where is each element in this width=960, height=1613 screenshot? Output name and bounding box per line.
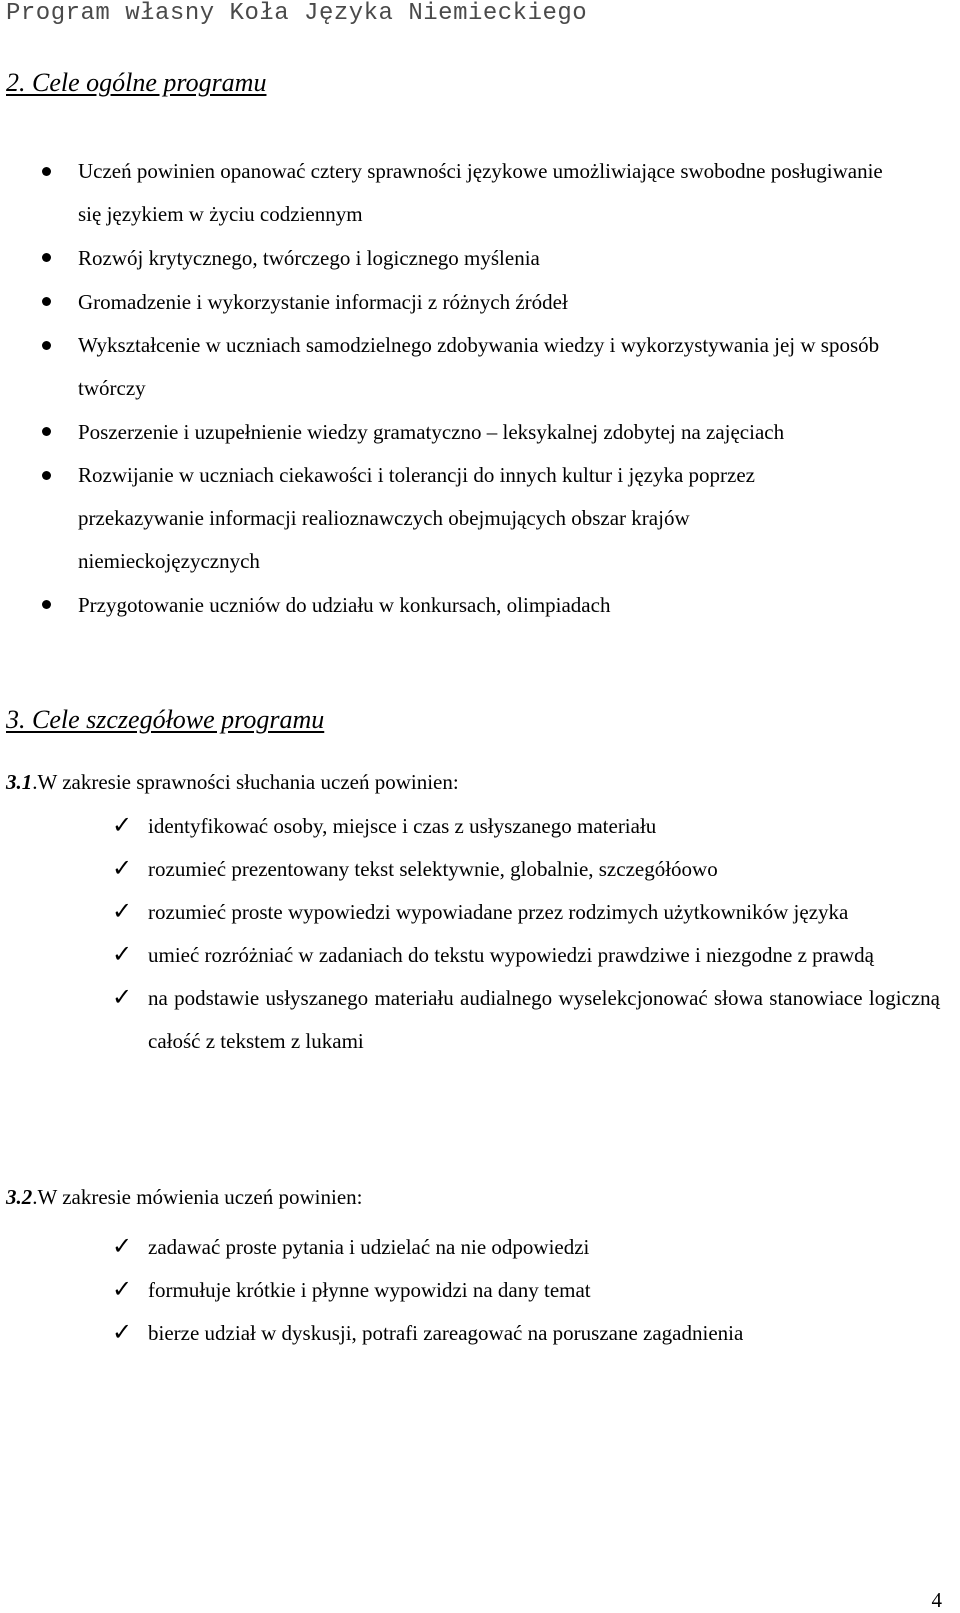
bullet-icon [42,167,51,176]
list-item: ✓ na podstawie usłyszanego materiału audialnego wyselekcjonować słowa stanowiace logiczną całość z tekstem z lukami [0,977,940,1063]
checkmark-icon: ✓ [112,854,133,882]
list-item: Rozwój krytycznego, twórczego i logicznego myślenia [0,236,960,280]
list-item: Poszerzenie i uzupełnienie wiedzy gramatyczno – leksykalnej zdobytej na zajęciach [0,410,960,454]
bullet-icon [42,297,51,306]
listening-subsection-title [6,770,459,795]
list-item: ✓ zadawać proste pytania i udzielać na nie odpowiedzi [0,1226,940,1269]
checkmark-icon: ✓ [112,897,133,925]
subsection-number: 3.1 [6,770,33,794]
list-item: Uczeń powinien opanować cztery sprawności językowe umożliwiające swobodne posługiwanie się językiem w życiu codziennym [0,150,898,236]
list-item: ✓ rozumieć prezentowany tekst selektywnie, globalnie, szczegółóowo [0,848,940,891]
list-item: ✓ formułuje krótkie i płynne wypowidzi na dany temat [0,1269,940,1312]
bullet-icon [42,471,51,480]
list-item: ✓ bierze udział w dyskusji, potrafi zareagować na poruszane zagadnienia [0,1312,940,1355]
checkmark-icon: ✓ [112,811,133,839]
page-number: 4 [931,1588,942,1612]
general-goals-list [0,150,960,627]
list-item: Gromadzenie i wykorzystanie informacji z różnych źródeł [0,280,960,324]
subsection-title: .W zakresie mówienia uczeń powinien: [32,1185,363,1209]
list-item: ✓ rozumieć proste wypowiedzi wypowiadane przez rodzimych użytkowników języka [0,891,940,934]
subsection-title: .W zakresie sprawności słuchania uczeń powinien: [32,770,459,794]
subsection-number: 3.2 [6,1185,33,1209]
listening-goals-list [0,805,940,1063]
section-3-heading: 3. Cele szczegółowe programu [6,705,325,734]
list-item: Wykształcenie w uczniach samodzielnego zdobywania wiedzy i wykorzystywania jej w sposób twórczy [0,324,908,410]
checkmark-icon: ✓ [112,1232,133,1260]
list-item: ✓ identyfikować osoby, miejsce i czas z usłyszanego materiału [0,805,940,848]
page-header-title: Program własny Koła Języka Niemieckiego [6,0,588,27]
speaking-subsection-title [6,1185,363,1210]
checkmark-icon: ✓ [112,983,133,1011]
bullet-icon [42,341,51,350]
speaking-goals-list [0,1226,940,1355]
section-2-heading: 2. Cele ogólne programu [6,68,267,97]
list-item: Przygotowanie uczniów do udziału w konkursach, olimpiadach [0,583,960,627]
checkmark-icon: ✓ [112,940,133,968]
bullet-icon [42,427,51,436]
checkmark-icon: ✓ [112,1318,133,1346]
bullet-icon [42,253,51,262]
list-item: Rozwijanie w uczniach ciekawości i tolerancji do innych kultur i języka poprzez przekazywanie informacji realioznawczych obejmujących obszar krajów niemieckojęzycznych [0,454,868,583]
list-item: ✓ umieć rozróżniać w zadaniach do tekstu wypowiedzi prawdziwe i niezgodne z prawdą [0,934,940,977]
bullet-icon [42,600,51,609]
checkmark-icon: ✓ [112,1275,133,1303]
